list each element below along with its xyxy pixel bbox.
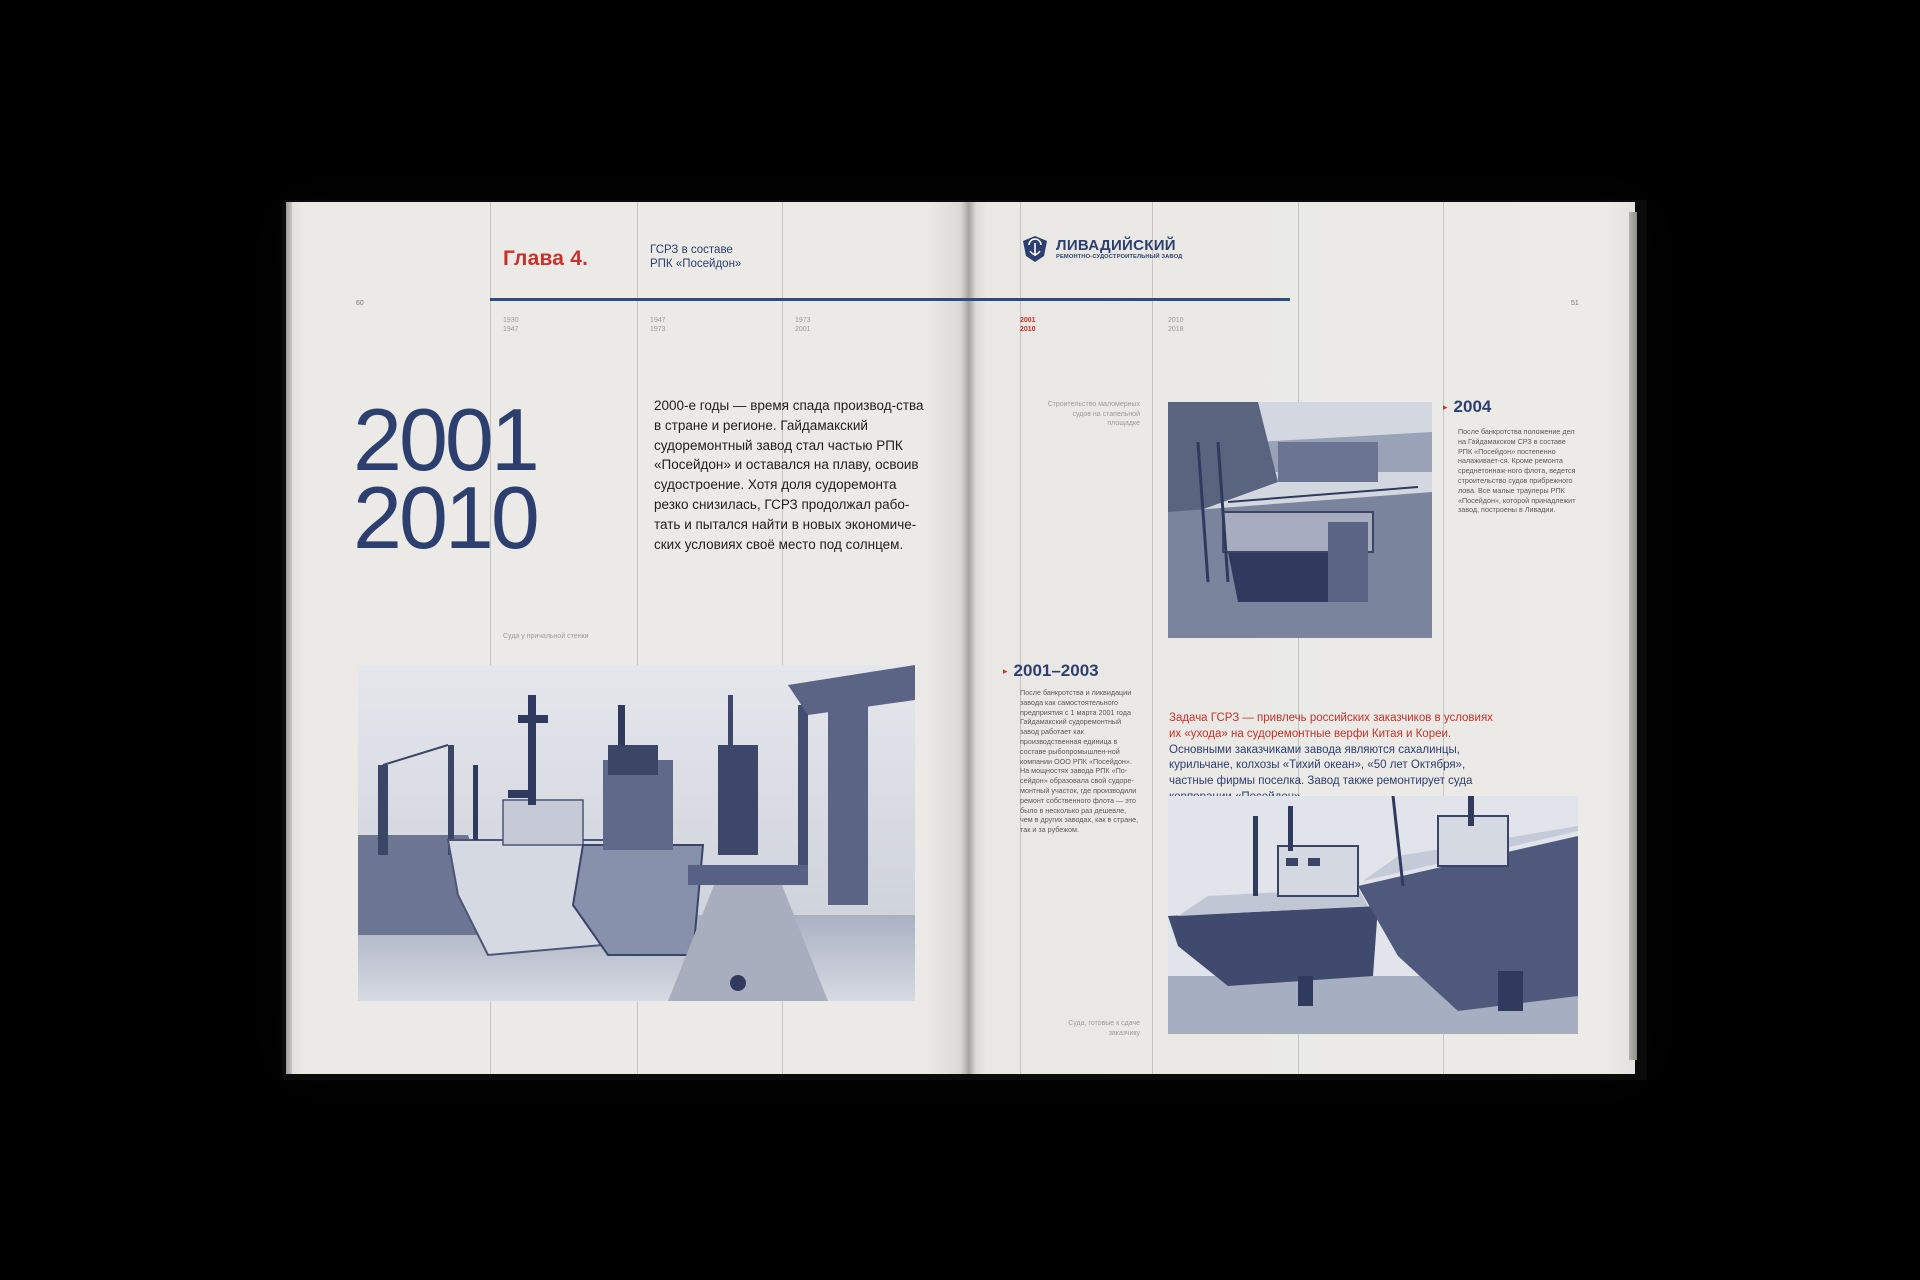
photo-finished-boats bbox=[1168, 796, 1578, 1034]
triangle-right-icon: ▸ bbox=[1443, 401, 1448, 412]
period-to: 1973 bbox=[650, 325, 666, 333]
triangle-right-icon: ▸ bbox=[1003, 665, 1008, 676]
event-2004-year: 2004 bbox=[1453, 397, 1492, 416]
chapter-subtitle bbox=[650, 243, 770, 271]
period-to: 2010 bbox=[1020, 325, 1036, 333]
company-logo bbox=[1020, 234, 1182, 264]
period-from: 2001 bbox=[1020, 317, 1036, 324]
task-red-part: Задача ГСРЗ — привлечь российских заказчиков в условиях их «ухода» на судоремонтные верфи Китая и Кореи. bbox=[1169, 712, 1493, 740]
chapter-subtitle-line: РПК «Посейдон» bbox=[650, 258, 742, 270]
period-1930-1947 bbox=[503, 317, 519, 334]
page-number-left: 60 bbox=[356, 300, 364, 307]
photo-ships-at-pier bbox=[358, 665, 915, 1001]
page-number-right: 51 bbox=[1571, 300, 1579, 307]
big-year-start: 2001 bbox=[353, 390, 537, 489]
book-spine bbox=[960, 202, 976, 1074]
photo-slipway-construction bbox=[1168, 402, 1432, 638]
event-2001-2003-body: После банкротства и ликвидации завода как самостоятельного предприятия с 1 марта 2001 года Гайдамакский судоремонтный завод работает как производственная единица в составе рыбопромышлен-ной компании ООО РПК «Посейдон». На мощностях завода РПК «По-сейдон» образовала свой судоре-монтный участок, где производили ремонт собственного флота — это было в несколько раз дешевле, чем в других заводах, как в стране, так и за рубежом. bbox=[1020, 688, 1139, 835]
period-to: 2018 bbox=[1168, 325, 1184, 333]
chapter-subtitle-line: ГСРЗ в составе bbox=[650, 244, 733, 256]
period-from: 1973 bbox=[795, 317, 811, 324]
right-page-edge bbox=[1629, 212, 1637, 1060]
period-from: 1930 bbox=[503, 317, 519, 324]
period-to: 2001 bbox=[795, 325, 811, 333]
chapter-title: Глава 4. bbox=[503, 247, 589, 270]
header-rule bbox=[490, 298, 1290, 301]
logo-title: ЛИВАДИЙСКИЙ bbox=[1056, 237, 1176, 254]
event-2001-2003-title bbox=[1003, 661, 1099, 681]
grid-line bbox=[1152, 202, 1153, 1074]
period-1973-2001 bbox=[795, 317, 811, 334]
left-page-edge bbox=[286, 202, 292, 1074]
photo-caption-left: Суда у причальной стенки bbox=[503, 633, 589, 640]
task-paragraph bbox=[1169, 711, 1504, 806]
photo-caption-bottom: Суда, готовые к сдаче заказчику bbox=[1068, 1020, 1140, 1037]
period-1947-1973 bbox=[650, 317, 666, 334]
lead-paragraph: 2000-е годы — время спада производ-ства в стране и регионе. Гайдамакский судоремонтный завод стал частью РПК «Посейдон» и оставался на плаву, освоив судостроение. Хотя доля судоремонта резко снизилась, ГСРЗ продолжал рабо-тать и пытался найти в новых экономиче-ских условиях своё место под солнцем. bbox=[654, 398, 924, 552]
logo-subtitle: РЕМОНТНО-СУДОСТРОИТЕЛЬНЫЙ ЗАВОД bbox=[1056, 254, 1183, 260]
event-2004-body: После банкротства положение дел на Гайдамакском СРЗ в составе РПК «Посейдон» постепенно налаживает-ся. Кроме ремонта среднетоннаж-ного флота, ведется строительство судов прибрежного лова. Все малые траулеры РПК «Посейдон», которой принадлежит завод, построены в Ливадии. bbox=[1458, 427, 1576, 515]
period-from: 1947 bbox=[650, 317, 666, 324]
event-2004-title bbox=[1443, 397, 1491, 417]
period-from: 2010 bbox=[1168, 317, 1184, 324]
task-blue-part: Основными заказчиками завода являются сахалинцы, курильчане, колхозы «Тихий океан», «50 лет Октября», частные фирмы поселка. Завод также ремонтирует суда bbox=[1169, 743, 1473, 788]
period-2010-2018 bbox=[1168, 317, 1184, 334]
anchor-shield-icon bbox=[1020, 234, 1050, 264]
period-2001-2010 bbox=[1020, 317, 1036, 334]
event-2001-2003-years: 2001–2003 bbox=[1013, 661, 1099, 680]
period-to: 1947 bbox=[503, 325, 519, 333]
big-year-end: 2010 bbox=[353, 468, 537, 567]
photo-caption-top: Строительство маломерных судов на стапельной площадке bbox=[1047, 401, 1140, 427]
